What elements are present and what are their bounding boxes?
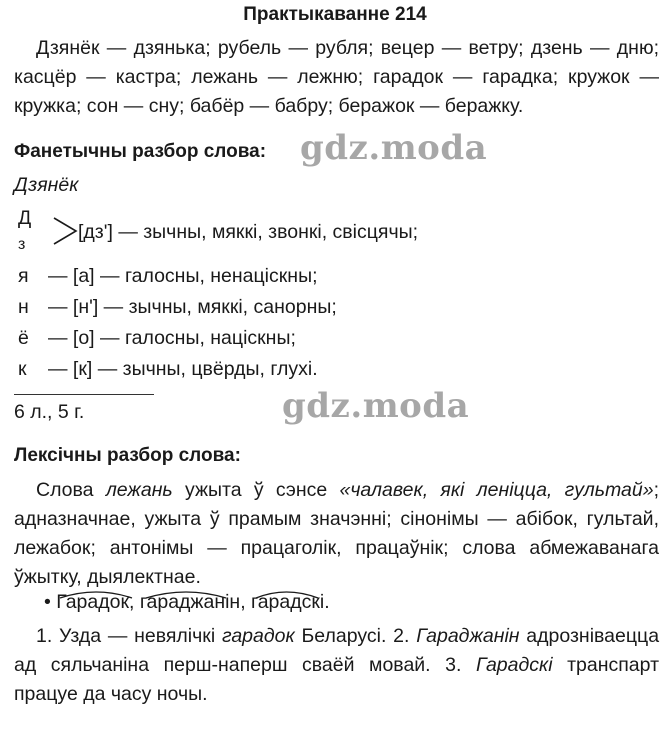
letter: з [18, 236, 26, 253]
letter: Д [18, 207, 32, 229]
phonetic-row-3: н — [н'] — зычны, мяккі, санорны; [18, 296, 337, 318]
description: — зычны, мяккі, звонкі, свісцячы; [118, 221, 419, 243]
root-arcs-icon [56, 586, 336, 600]
phonetic-row-4: ё — [о] — галосны, націскны; [18, 327, 296, 349]
lexical-paragraph: Слова лежань ужыта ў сэнсе «чалавек, які леніцца, гультай»; адназначнае, ужыта ў прамым значэнні; сінонімы — абібок, гультай, лежабок; антонімы — працаголік, працаўнік; слова абмежаванага ўжытку, дыялектнае. [14, 479, 660, 588]
phonetic-heading: Фанетычны разбор слова: [14, 141, 267, 162]
letter-sound-count: 6 л., 5 г. [14, 401, 85, 423]
derived-words: Гарадок, гараджанін, гарадскі. [56, 591, 330, 613]
analyzed-word: Дзянёк [14, 174, 79, 196]
sentences-paragraph: 1. Узда — невялічкі гарадок Беларусі. 2. Гараджанін адрозніваецца ад сяльчаніна перш-наперш сваёй мовай. 3. Гарадскі транспарт працуе да часу ночы. [14, 625, 660, 705]
separator-line [14, 394, 154, 395]
phonetic-row-1-desc [78, 221, 418, 244]
merge-bracket-icon [32, 210, 80, 252]
watermark-middle: gdz.moda [282, 386, 470, 426]
phonetic-row-letter-1 [18, 207, 31, 230]
phonetic-row-5: к — [к] — зычны, цвёрды, глухі. [18, 358, 318, 380]
exercise-title: Практыкаванне 214 [243, 4, 427, 25]
word-pairs-paragraph: Дзянёк — дзянька; рубель — рубля; вецер — ветру; дзень — дню; касцёр — кастра; лежань — лежню; гарадок — гарадка; кружок — кружка; сон — сну; бабёр — бабру; беражок — беражку. [14, 37, 659, 117]
phonetic-row-2: я — [а] — галосны, ненаціскны; [18, 265, 318, 287]
phonetic-row-letter-2 [18, 236, 25, 254]
lexical-heading: Лексічны разбор слова: [14, 445, 241, 466]
sound: [дз'] [78, 221, 113, 243]
bullet-mark: • [44, 591, 51, 613]
watermark-top: gdz.moda [300, 128, 488, 168]
